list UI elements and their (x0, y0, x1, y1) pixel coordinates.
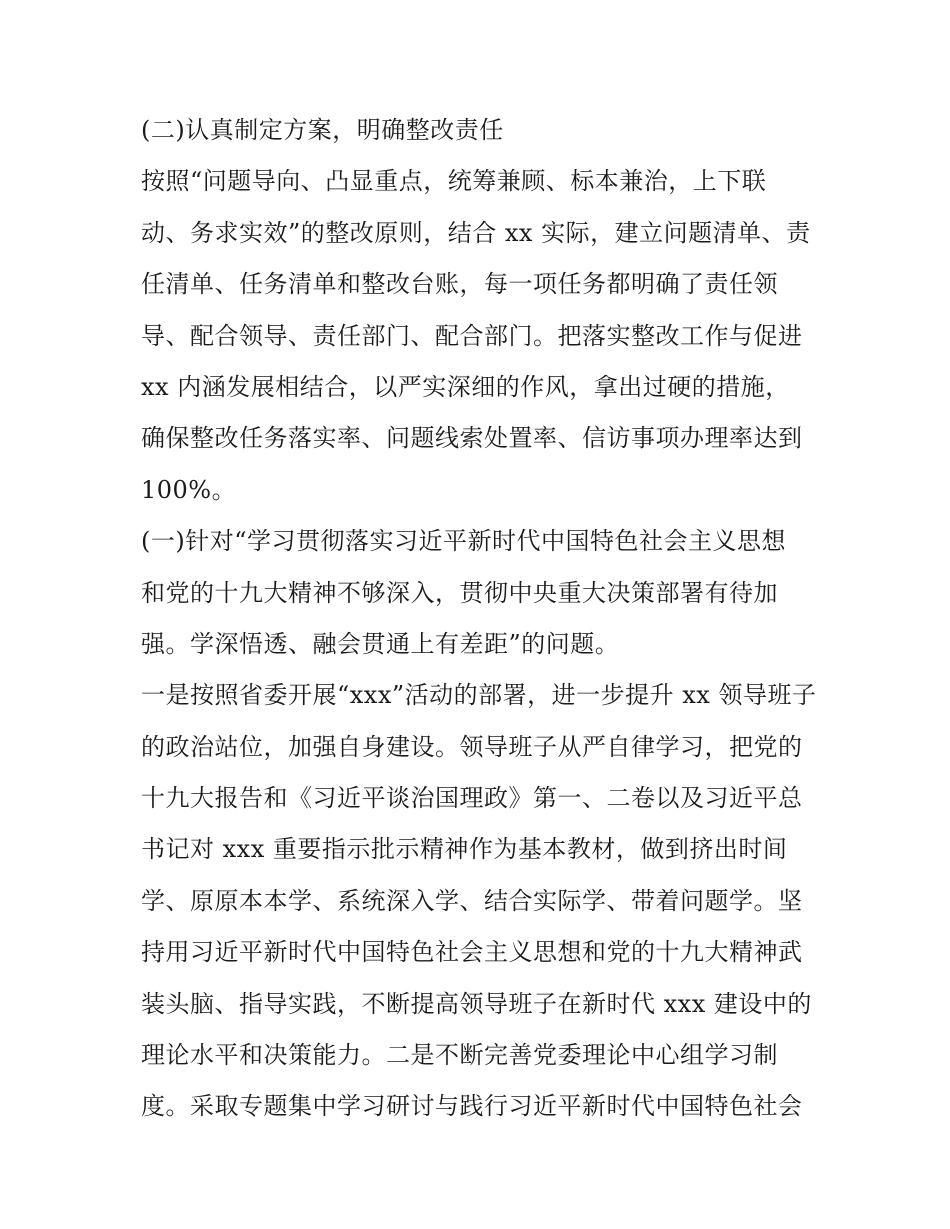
paragraph-line: 理论水平和决策能力。二是不断完善党委理论中心组学习制 (141, 1041, 778, 1070)
paragraph-line: 一是按照省委开展“xxx”活动的部署，进一步提升 xx 领导班子 (141, 681, 817, 710)
paragraph-line: 书记对 xxx 重要指示批示精神作为基本教材，做到挤出时间 (141, 835, 788, 864)
section-heading: (二)认真制定方案，明确整改责任 (141, 116, 504, 144)
paragraph-line: 动、务求实效”的整改原则，结合 xx 实际，建立问题清单、责 (141, 218, 811, 247)
paragraph-line: 强。学深悟透、融会贯通上有差距”的问题。 (141, 629, 620, 658)
paragraph-line: 和党的十九大精神不够深入，贯彻中央重大决策部署有待加 (141, 578, 778, 607)
document-body (141, 110, 817, 1138)
paragraph-line: 任清单、任务清单和整改台账，每一项任务都明确了责任领 (141, 270, 778, 299)
paragraph-line: 装头脑、指导实践，不断提高领导班子在新时代 xxx 建设中的 (141, 989, 812, 1018)
paragraph-line: 按照“问题导向、凸显重点，统筹兼顾、标本兼治，上下联 (141, 167, 767, 196)
paragraph-line: 确保整改任务落实率、问题线索处置率、信访事项办理率达到 (141, 424, 803, 453)
paragraph-line: 十九大报告和《习近平谈治国理政》第一、二卷以及习近平总 (141, 784, 803, 813)
paragraph-line: 导、配合领导、责任部门、配合部门。把落实整改工作与促进 (141, 321, 803, 350)
paragraph-line: xx 内涵发展相结合，以严实深细的作风，拿出过硬的措施， (141, 372, 790, 401)
paragraph-line: 学、原原本本学、系统深入学、结合实际学、带着问题学。坚 (141, 886, 803, 915)
paragraph-line: 度。采取专题集中学习研讨与践行习近平新时代中国特色社会 (141, 1092, 803, 1121)
paragraph-line: 100%。 (141, 475, 237, 504)
section-heading: (一)针对“学习贯彻落实习近平新时代中国特色社会主义思想 (141, 527, 786, 556)
paragraph-line: 的政治站位，加强自身建设。领导班子从严自律学习，把党的 (141, 732, 803, 761)
paragraph-line: 持用习近平新时代中国特色社会主义思想和党的十九大精神武 (141, 938, 803, 967)
